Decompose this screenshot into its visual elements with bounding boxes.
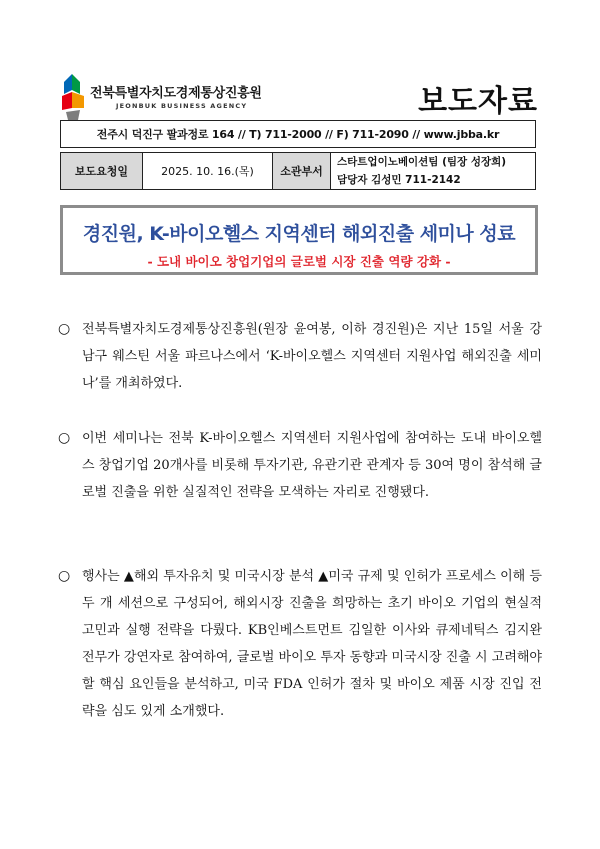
contact-line: 전주시 덕진구 팔과정로 164 // T) 711-2000 // F) 711-2090 // www.jbba.kr	[60, 120, 536, 148]
jbba-logo-icon	[60, 72, 86, 122]
department-team: 스타트업이노베이션팀 (팀장 성장희)	[337, 156, 507, 168]
org-name: 전북특별자치도경제통상진흥원	[90, 86, 262, 101]
department-label: 소관부서	[273, 153, 331, 190]
press-meta-table	[60, 152, 536, 190]
paragraph-text: 전북특별자치도경제통상진흥원(원장 윤여봉, 이하 경진원)은 지난 15일 서울 강남구 웨스틴 서울 파르나스에서 ‘K-바이오헬스 지역센터 지원사업 해외진출 세미나’를 개최하였다.	[82, 322, 542, 391]
department-contact: 담당자 김성민 711-2142	[337, 174, 461, 186]
paragraph	[58, 563, 542, 725]
headline-title: 경진원, K-바이오헬스 지역센터 해외진출 세미나 성료	[82, 223, 516, 245]
request-date-value: 2025. 10. 16.(목)	[143, 153, 273, 190]
circle-bullet-icon: ○	[58, 321, 71, 337]
headline-subtitle: - 도내 바이오 창업기업의 글로벌 시장 진출 역량 강화 -	[147, 254, 451, 269]
paragraph	[58, 425, 542, 506]
department-value	[331, 153, 536, 190]
press-header	[60, 66, 538, 126]
request-date-label: 보도요청일	[61, 153, 143, 190]
paragraph-text: 행사는 ▲해외 투자유치 및 미국시장 분석 ▲미국 규제 및 인허가 프로세스 이해 등 두 개 세션으로 구성되어, 해외시장 진출을 희망하는 초기 바이오 기업의 현실적 고민과 실행 전략을 다뤘다. KB인베스트먼트 김일한 이사와 큐제네틱스 김지완 전무가 강연자로 참여하여, 글로벌 바이오 투자 동향과 미국시장 진출 시 고려해야 할 핵심 요인들을 분석하고, 미국 FDA 인허가 절차 및 바이오 제품 시장 진입 전략을 심도 있게 소개했다.	[82, 569, 542, 719]
circle-bullet-icon: ○	[58, 430, 71, 446]
document-type: 보도자료	[418, 84, 538, 119]
paragraph-text: 이번 세미나는 전북 K-바이오헬스 지역센터 지원사업에 참여하는 도내 바이오헬스 창업기업 20개사를 비롯해 투자기관, 유관기관 관계자 등 30여 명이 참석해 글로벌 진출을 위한 실질적인 전략을 모색하는 자리로 진행됐다.	[82, 431, 542, 500]
org-name-english: JEONBUK BUSINESS AGENCY	[116, 102, 248, 110]
headline-box	[60, 205, 538, 275]
paragraph	[58, 316, 542, 397]
circle-bullet-icon: ○	[58, 568, 71, 584]
